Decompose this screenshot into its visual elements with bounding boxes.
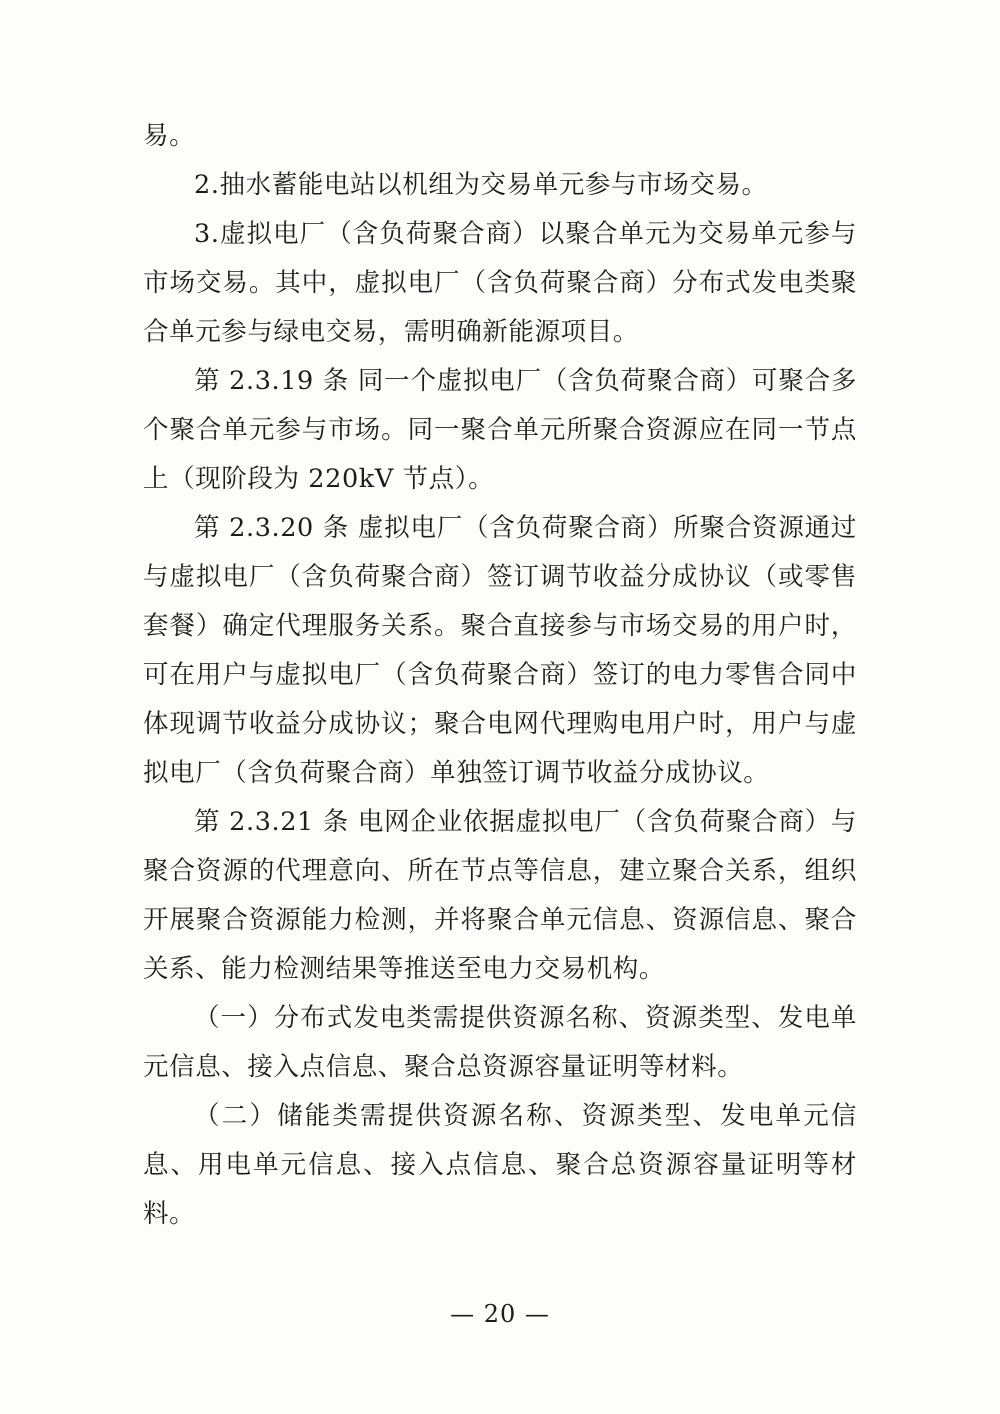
paragraph-continuation: 易。 (143, 121, 196, 151)
paragraph-article-2-3-20: 第 2.3.20 条 虚拟电厂（含负荷聚合商）所聚合资源通过与虚拟电厂（含负荷聚合商）签订调节收益分成协议（或零售套餐）确定代理服务关系。聚合直接参与市场交易的用户时，可在用户与虚拟电厂（含负荷聚合商）签订的电力零售合同中体现调节收益分成协议；聚合电网代理购电用户时，用户与虚拟电厂（含负荷聚合商）单独签订调节收益分成协议。 (143, 513, 857, 788)
paragraph-article-2-3-21: 第 2.3.21 条 电网企业依据虚拟电厂（含负荷聚合商）与聚合资源的代理意向、所在节点等信息，建立聚合关系，组织开展聚合资源能力检测，并将聚合单元信息、资源信息、聚合关系、能力检测结果等推送至电力交易机构。 (143, 807, 857, 984)
paragraph-clause-2: （二）储能类需提供资源名称、资源类型、发电单元信息、用电单元信息、接入点信息、聚合总资源容量证明等材料。 (143, 1101, 857, 1229)
page-number: — 20 — (450, 1300, 550, 1328)
document-body (143, 112, 857, 1239)
paragraph-item-2: 2.抽水蓄能电站以机组为交易单元参与市场交易。 (194, 170, 768, 200)
paragraph-item-3: 3.虚拟电厂（含负荷聚合商）以聚合单元为交易单元参与市场交易。其中，虚拟电厂（含负荷聚合商）分布式发电类聚合单元参与绿电交易，需明确新能源项目。 (143, 219, 857, 347)
paragraph-clause-1: （一）分布式发电类需提供资源名称、资源类型、发电单元信息、接入点信息、聚合总资源容量证明等材料。 (143, 1003, 857, 1082)
paragraph-article-2-3-19: 第 2.3.19 条 同一个虚拟电厂（含负荷聚合商）可聚合多个聚合单元参与市场。同一聚合单元所聚合资源应在同一节点上（现阶段为 220kV 节点）。 (143, 366, 857, 494)
